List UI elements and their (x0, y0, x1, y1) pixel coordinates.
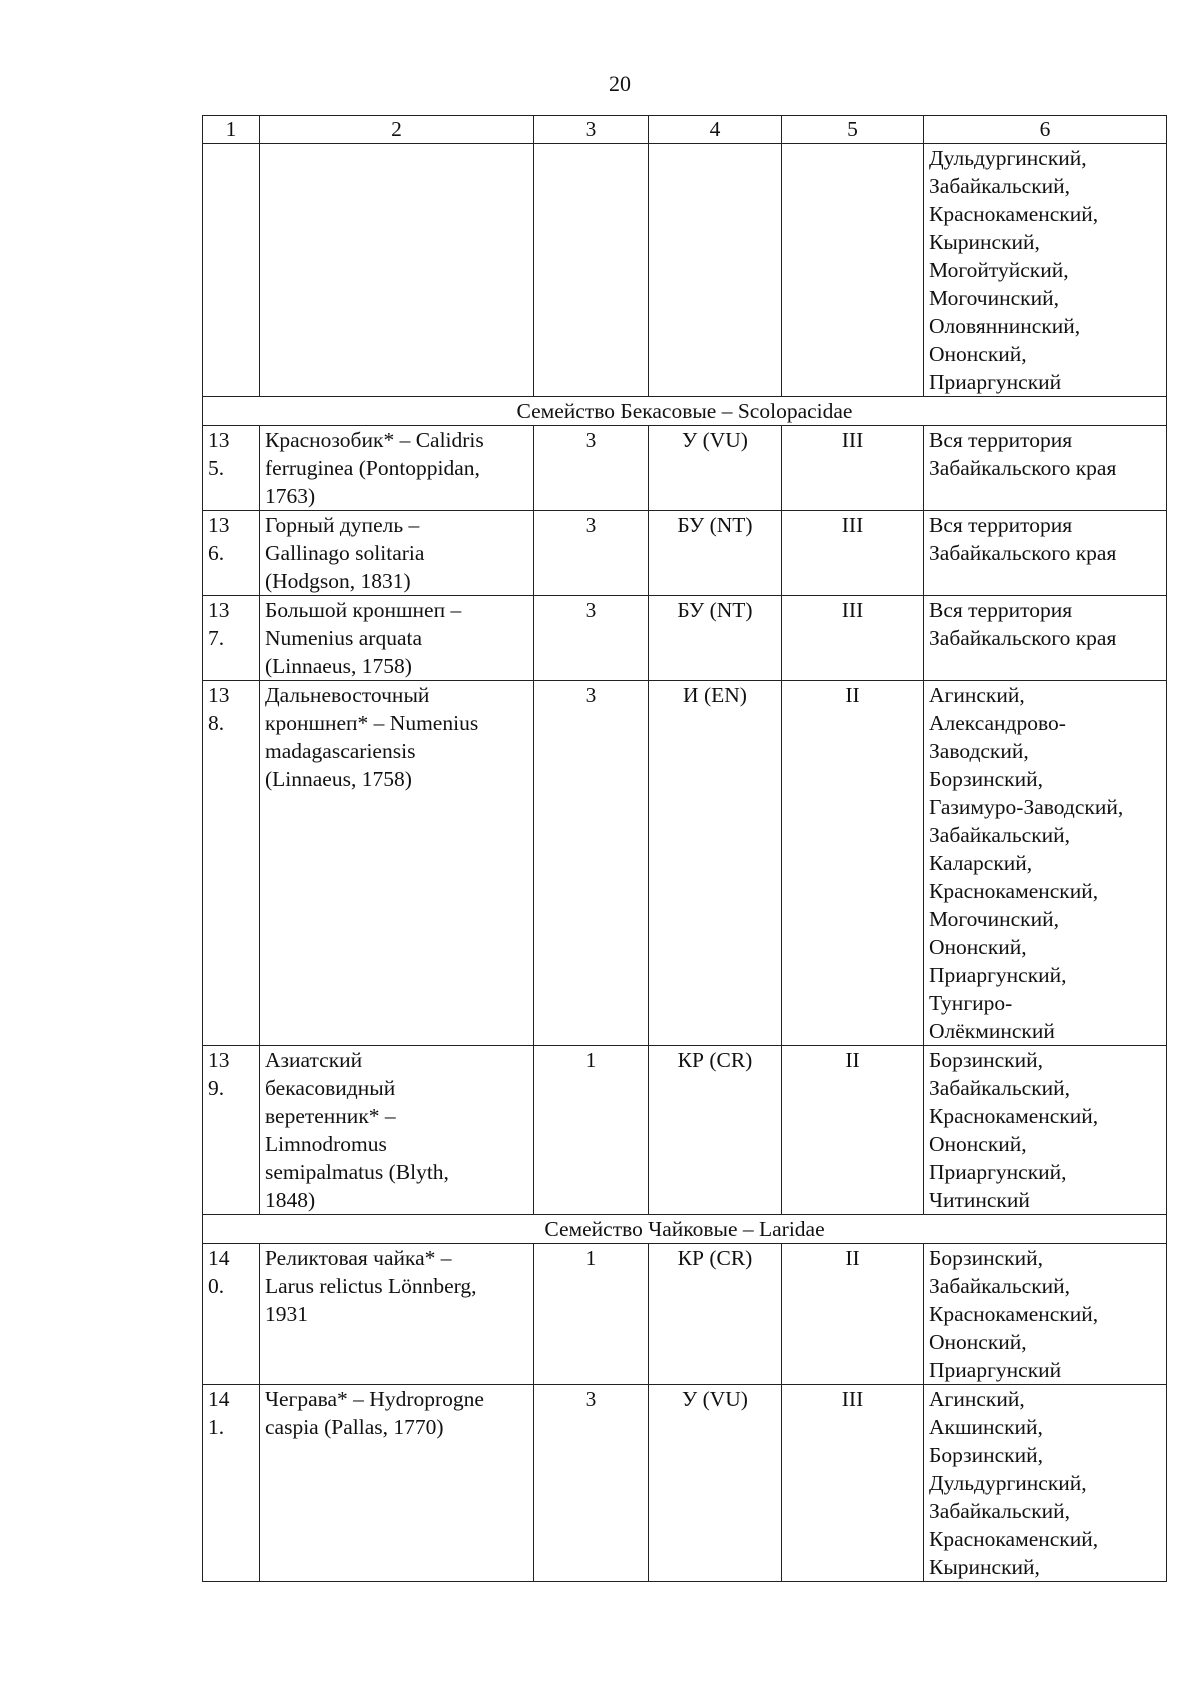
table-row (203, 426, 1167, 511)
cell-territory: Борзинский, Забайкальский, Краснокаменский, Ононский, Приаргунский (924, 1244, 1167, 1385)
cell-num (203, 144, 260, 397)
cell-category: 3 (534, 511, 649, 596)
table-header-row (203, 116, 1167, 144)
cell-name: Краснозобик* – Calidris ferruginea (Pontoppidan, 1763) (260, 426, 534, 511)
cell-name: Большой кроншнеп – Numenius arquata (Linnaeus, 1758) (260, 596, 534, 681)
cell-status: БУ (NT) (649, 511, 782, 596)
cell-territory: Вся территория Забайкальского края (924, 426, 1167, 511)
header-cell: 3 (534, 116, 649, 144)
table-row (203, 511, 1167, 596)
cell-category: 3 (534, 596, 649, 681)
cell-category: 1 (534, 1244, 649, 1385)
cell-status: И (EN) (649, 681, 782, 1046)
cell-priority: III (782, 1385, 924, 1582)
cell-priority: II (782, 1046, 924, 1215)
family-row (203, 1215, 1167, 1244)
table-row (203, 144, 1167, 397)
cell-name (260, 144, 534, 397)
cell-category: 1 (534, 1046, 649, 1215)
cell-territory: Агинский, Александрово- Заводский, Борзинский, Газимуро-Заводский, Забайкальский, Каларский, Краснокаменский, Могочинский, Ононский, Приаргунский, Тунгиро- Олёкминский (924, 681, 1167, 1046)
cell-territory: Вся территория Забайкальского края (924, 511, 1167, 596)
cell-territory: Борзинский, Забайкальский, Краснокаменский, Ононский, Приаргунский, Читинский (924, 1046, 1167, 1215)
table-row (203, 1046, 1167, 1215)
cell-num: 14 1. (203, 1385, 260, 1582)
cell-category: 3 (534, 681, 649, 1046)
cell-territory: Агинский, Акшинский, Борзинский, Дульдургинский, Забайкальский, Краснокаменский, Кыринский, (924, 1385, 1167, 1582)
cell-name: Чеграва* – Hydroprogne caspia (Pallas, 1770) (260, 1385, 534, 1582)
cell-status: КР (CR) (649, 1244, 782, 1385)
cell-num: 13 9. (203, 1046, 260, 1215)
cell-num: 14 0. (203, 1244, 260, 1385)
cell-priority: III (782, 596, 924, 681)
cell-num: 13 5. (203, 426, 260, 511)
header-cell: 2 (260, 116, 534, 144)
cell-category: 3 (534, 1385, 649, 1582)
header-cell: 6 (924, 116, 1167, 144)
cell-priority (782, 144, 924, 397)
family-row (203, 397, 1167, 426)
cell-name: Горный дупель – Gallinago solitaria (Hodgson, 1831) (260, 511, 534, 596)
table-row (203, 1244, 1167, 1385)
cell-name: Дальневосточный кроншнеп* – Numenius madagascariensis (Linnaeus, 1758) (260, 681, 534, 1046)
cell-category: 3 (534, 426, 649, 511)
table-row (203, 596, 1167, 681)
cell-category (534, 144, 649, 397)
family-heading: Семейство Бекасовые – Scolopacidae (203, 397, 1167, 426)
header-cell: 1 (203, 116, 260, 144)
table-row (203, 681, 1167, 1046)
cell-num: 13 8. (203, 681, 260, 1046)
cell-status: БУ (NT) (649, 596, 782, 681)
header-cell: 4 (649, 116, 782, 144)
header-cell: 5 (782, 116, 924, 144)
cell-status: У (VU) (649, 426, 782, 511)
cell-num: 13 7. (203, 596, 260, 681)
cell-priority: II (782, 1244, 924, 1385)
cell-num: 13 6. (203, 511, 260, 596)
family-heading: Семейство Чайковые – Laridae (203, 1215, 1167, 1244)
cell-name: Реликтовая чайка* – Larus relictus Lönnberg, 1931 (260, 1244, 534, 1385)
cell-status: КР (CR) (649, 1046, 782, 1215)
cell-territory: Вся территория Забайкальского края (924, 596, 1167, 681)
table-row (203, 1385, 1167, 1582)
cell-priority: II (782, 681, 924, 1046)
page-number: 20 (609, 71, 631, 96)
cell-status (649, 144, 782, 397)
species-table (202, 115, 1167, 1582)
cell-territory: Дульдургинский, Забайкальский, Краснокаменский, Кыринский, Могойтуйский, Могочинский, Оловяннинский, Ононский, Приаргунский (924, 144, 1167, 397)
cell-name: Азиатский бекасовидный веретенник* – Limnodromus semipalmatus (Blyth, 1848) (260, 1046, 534, 1215)
cell-priority: III (782, 511, 924, 596)
cell-priority: III (782, 426, 924, 511)
cell-status: У (VU) (649, 1385, 782, 1582)
